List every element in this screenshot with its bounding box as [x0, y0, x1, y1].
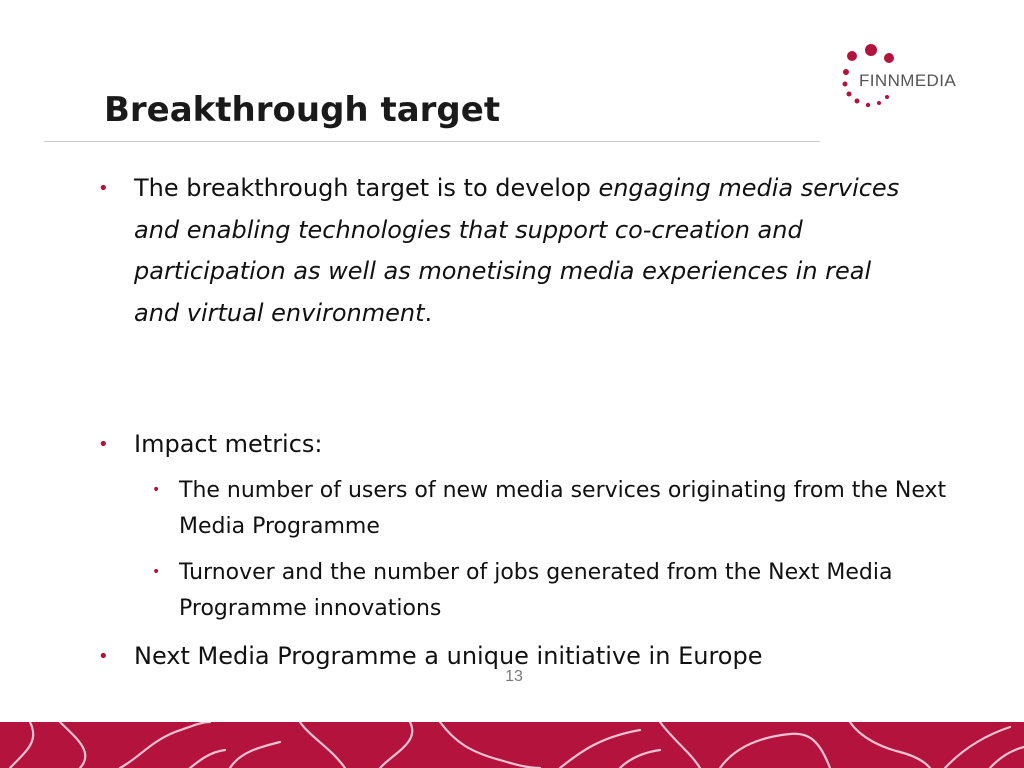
logo-wordmark: FINNMEDIA — [859, 71, 957, 90]
bullet-text: Turnover and the number of jobs generated from the Next Media Programme innovations — [179, 560, 893, 621]
bullet-text: Impact metrics: — [134, 430, 323, 458]
bullet-text: The breakthrough target is to develop — [134, 174, 599, 202]
bullet-end: . — [424, 298, 433, 327]
bullet-breakthrough-target — [98, 168, 904, 334]
bullet-marker: • — [98, 646, 109, 667]
bullet-unique-initiative — [98, 636, 934, 678]
sub-bullet-turnover — [152, 555, 939, 626]
bullet-emphasis: engaging media services and enabling technologies that support co-creation and participation as well as monetising media experiences in real and virtual environment — [134, 174, 900, 327]
page-number: 13 — [505, 668, 523, 685]
bullet-marker: • — [152, 564, 161, 580]
bullet-impact-metrics — [98, 424, 904, 466]
bullet-text: The number of users of new media services originating from the Next Media Programme — [179, 478, 947, 539]
bullet-marker: • — [98, 178, 109, 199]
bullet-marker: • — [152, 482, 161, 498]
footer-band — [0, 722, 1024, 768]
bullet-text: Next Media Programme a unique initiative in Europe — [134, 642, 763, 670]
bullet-marker: • — [98, 434, 109, 455]
slide-title: Breakthrough target — [104, 90, 501, 130]
sub-bullet-users — [152, 473, 969, 544]
footer-pattern-icon — [0, 722, 1024, 768]
